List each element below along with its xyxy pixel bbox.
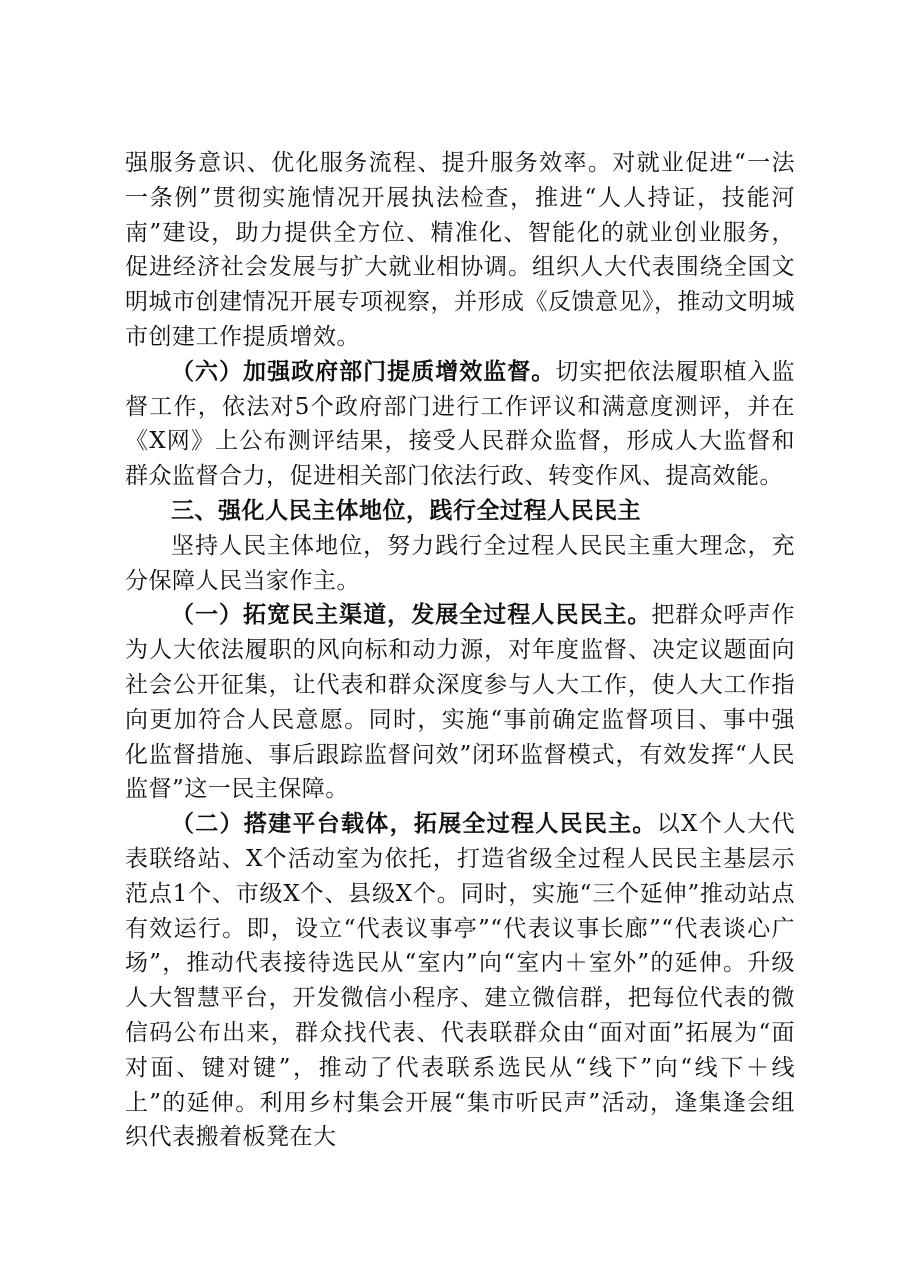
section-lead-2: （二）搭建平台载体，拓展全过程人民民主。 xyxy=(171,810,657,838)
paragraph-people-subject: 坚持人民主体地位，努力践行全过程人民民主重大理念，充分保障人民当家作主。 xyxy=(125,532,795,594)
paragraph-employment-service: 强服务意识、优化服务流程、提升服务效率。对就业促进“一法一条例”贯彻实施情况开展执法检查，推进“人人持证，技能河南”建设，助力提供全方位、精准化、智能化的就业创业服务，促进经济社会发展与扩大就业相协调。组织人大代表围绕全国文明城市创建情况开展专项视察，并形成《反馈意见》，推动文明城市创建工作提质增效。 xyxy=(125,150,795,350)
section-lead-1: （一）拓宽民主渠道，发展全过程人民民主。 xyxy=(171,601,652,629)
document-page xyxy=(125,146,795,1155)
section-body-6: 切实把依法履职植入监督工作，依法对5个政府部门进行工作评议和满意度测评，并在《X网》上公布测评结果，接受人民群众监督，形成人大监督和群众监督合力，促进相关部门依法行政、转变作风、提高效能。 xyxy=(125,358,796,490)
section-body-2: 以X个人大代表联络站、X个活动室为依托，打造省级全过程人民民主基层示范点1个、市级X个、县级X个。同时，实施“三个延伸”推动站点有效运行。即，设立“代表议事亭”“代表议事长廊”“代表谈心广场”，推动代表接待选民从“室内”向“室内＋室外”的延伸。升级人大智慧平台，开发微信小程序、建立微信群，把每位代表的微信码公布出来，群众找代表、代表联群众由“面对面”拓展为“面对面、键对键”，推动了代表联系选民从“线下”向“线下＋线上”的延伸。利用乡村集会开展“集市听民声”活动，逢集逢会组织代表搬着板凳在大 xyxy=(125,811,796,1151)
section-body-1: 把群众呼声作为人大依法履职的风向标和动力源，对年度监督、决定议题面向社会公开征集，让代表和群众深度参与人大工作，使人大工作指向更加符合人民意愿。同时，实施“事前确定监督项目、事中强化监督措施、事后跟踪监督问效”闭环监督模式，有效发挥“人民监督”这一民主保障。 xyxy=(125,602,796,803)
section-heading-3: 三、强化人民主体地位，践行全过程人民民主 xyxy=(171,497,641,524)
paragraph-democratic-channels xyxy=(125,598,795,807)
section-lead-6: （六）加强政府部门提质增效监督。 xyxy=(171,357,556,385)
paragraph-platform-carrier xyxy=(125,807,795,1155)
paragraph-government-supervision xyxy=(125,355,795,494)
